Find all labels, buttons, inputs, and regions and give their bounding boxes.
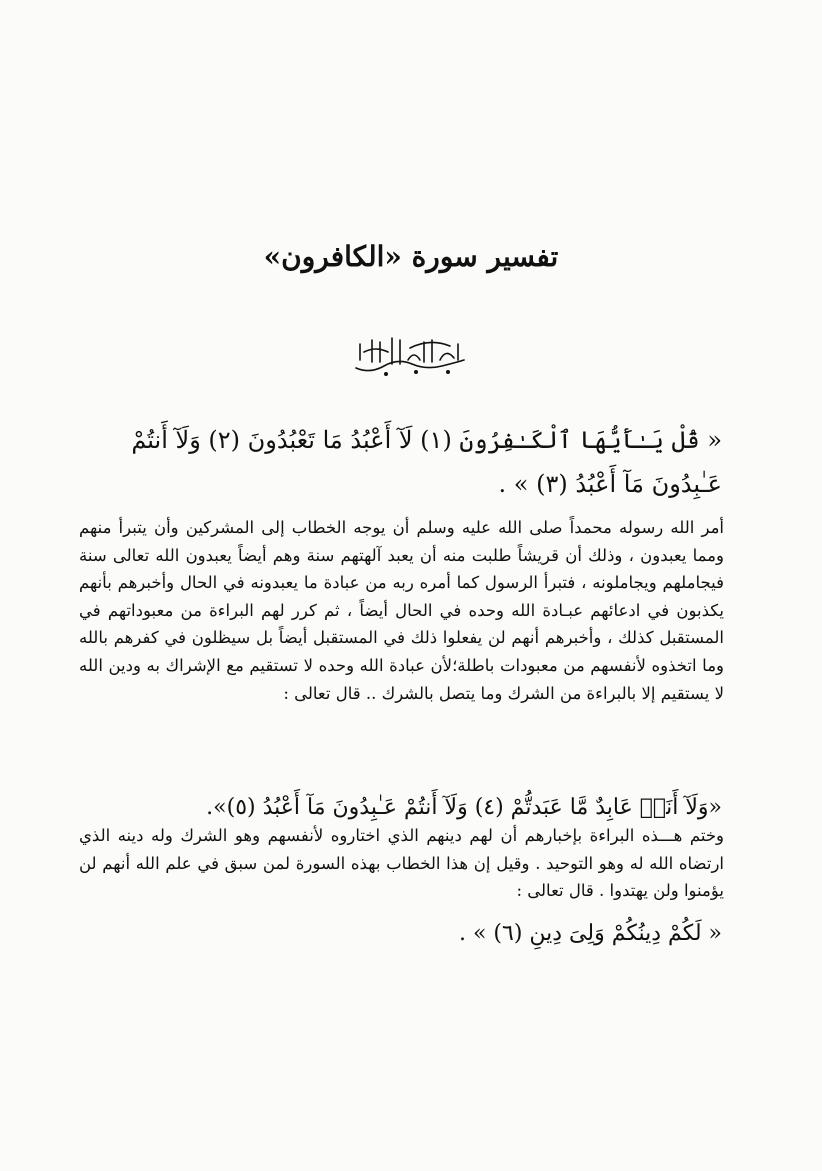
- tafsir-paragraph-1: [79, 514, 724, 707]
- surah-title: تفسير سورة «الكافرون»: [263, 240, 559, 273]
- tafsir-paragraph-2: [79, 822, 724, 905]
- tafsir-text: وختم هـــذه البراءة بإخبارهم أن لهم دينهم الذي اختاروه لأنفسهم وهو الشرك وله دينه الذي ارتضاه الله له وهو التوحيد . وقيل إن هذا الخطاب بهذه السورة لمن سبق في علم الله أنهم لن يؤمنوا ولن يهتدوا . قال تعالى :: [79, 826, 724, 901]
- verse-1-3: « قُلْ يَـٰأَيُّهَا ٱلْكَـٰفِرُونَ (١) لَآ أَعْبُدُ مَا تَعْبُدُونَ (٢) وَلَآ أَنتُمْ عَـٰبِدُونَ مَآ أَعْبُدُ (٣) » .: [131, 426, 722, 498]
- verse-6: « لَكُمْ دِينُكُمْ وَلِىَ دِينِ (٦) » .: [458, 921, 722, 946]
- verse-4-5: «وَلَآ أَنَا۠ عَابِدٌ مَّا عَبَدتُّمْ (٤) وَلَآ أَنتُمْ عَـٰبِدُونَ مَآ أَعْبُدُ (٥)».: [206, 795, 722, 820]
- basmala-calligraphy: [350, 330, 470, 380]
- tafsir-text: أمر الله رسوله محمداً صلى الله عليه وسلم أن يوجه الخطاب إلى المشركين وأن يتبرأ منهم ومما يعبدون ، وذلك أن قريشاً طلبت منه أن يعبد آلهتهم سنة وهم أيضاً يعبدون الله تعالى سنة فيجاملهم ويجاملونه ، فتبرأ الرسول كما أمره ربه من عبادة ما يعبدونه في الحال وأخبرهم بأنهم يكذبون في ادعائهم عبـادة الله وحده في الحال أيضاً ، ثم كرر لهم البراءة من معبوداتهم في المستقبل كذلك ، وأخبرهم أنهم لن يفعلوا ذلك في المستقبل أيضاً بل سيظلون في كفرهم بالله وما اتخذوه لأنفسهم من معبودات باطلة؛لأن عبادة الله وحده لا تستقيم مع الإشراك به ودين الله لا يستقيم إلا بالبراءة من الشرك وما يتصل بالشرك .. قال تعالى :: [79, 518, 724, 703]
